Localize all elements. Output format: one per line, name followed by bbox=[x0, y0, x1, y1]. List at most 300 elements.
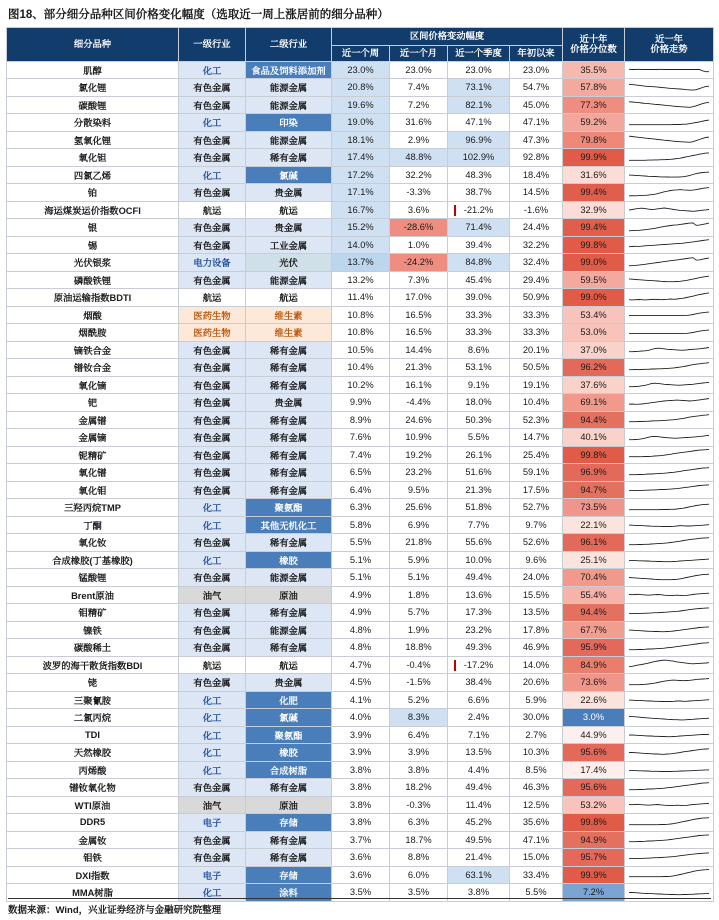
table-row bbox=[7, 726, 714, 744]
row-industry-level1: 有色金属 bbox=[179, 604, 246, 622]
row-industry-level1: 有色金属 bbox=[179, 446, 246, 464]
row-change-ytd: 17.5% bbox=[510, 481, 563, 499]
row-industry-level2: 贵金属 bbox=[246, 394, 332, 412]
row-percentile-10y: 99.9% bbox=[563, 149, 625, 167]
row-price-trend-sparkline bbox=[625, 184, 714, 202]
row-change-month: 17.0% bbox=[390, 289, 448, 307]
row-change-quarter: 49.4% bbox=[448, 779, 510, 797]
row-percentile-10y: 99.8% bbox=[563, 814, 625, 832]
row-variety-name: 氧化镨 bbox=[7, 464, 179, 482]
row-change-week: 3.5% bbox=[332, 884, 390, 902]
row-industry-level1: 化工 bbox=[179, 709, 246, 727]
row-industry-level2: 航运 bbox=[246, 289, 332, 307]
row-change-quarter: 33.3% bbox=[448, 324, 510, 342]
row-change-week: 17.4% bbox=[332, 149, 390, 167]
row-change-ytd: 20.6% bbox=[510, 674, 563, 692]
row-change-ytd: 13.5% bbox=[510, 604, 563, 622]
row-change-quarter: 7.1% bbox=[448, 726, 510, 744]
row-change-quarter: 6.6% bbox=[448, 691, 510, 709]
table-row bbox=[7, 289, 714, 307]
row-variety-name: WTI原油 bbox=[7, 796, 179, 814]
row-industry-level1: 电子 bbox=[179, 866, 246, 884]
row-variety-name: 铑 bbox=[7, 674, 179, 692]
row-change-week: 6.4% bbox=[332, 481, 390, 499]
row-variety-name: 氧化钼 bbox=[7, 481, 179, 499]
row-change-month: 48.8% bbox=[390, 149, 448, 167]
th-industry-2: 二级行业 bbox=[246, 28, 332, 62]
row-variety-name: 天然橡胶 bbox=[7, 744, 179, 762]
row-change-month: 7.3% bbox=[390, 271, 448, 289]
table-row bbox=[7, 236, 714, 254]
row-industry-level2: 稀有金属 bbox=[246, 639, 332, 657]
row-percentile-10y: 77.3% bbox=[563, 96, 625, 114]
row-price-trend-sparkline bbox=[625, 324, 714, 342]
row-change-month: 25.6% bbox=[390, 499, 448, 517]
row-price-trend-sparkline bbox=[625, 639, 714, 657]
row-variety-name: 碳酸稀土 bbox=[7, 639, 179, 657]
row-price-trend-sparkline bbox=[625, 464, 714, 482]
row-variety-name: 钼精矿 bbox=[7, 604, 179, 622]
row-variety-name: 分散染料 bbox=[7, 114, 179, 132]
row-industry-level2: 稀有金属 bbox=[246, 376, 332, 394]
row-change-ytd: 52.6% bbox=[510, 534, 563, 552]
row-price-trend-sparkline bbox=[625, 149, 714, 167]
row-price-trend-sparkline bbox=[625, 551, 714, 569]
row-variety-name: MMA树脂 bbox=[7, 884, 179, 902]
row-variety-name: 氧化钕 bbox=[7, 534, 179, 552]
row-change-ytd: 12.5% bbox=[510, 796, 563, 814]
row-change-ytd: 18.4% bbox=[510, 166, 563, 184]
row-change-quarter: 63.1% bbox=[448, 866, 510, 884]
row-change-week: 18.1% bbox=[332, 131, 390, 149]
row-variety-name: DDR5 bbox=[7, 814, 179, 832]
row-percentile-10y: 37.6% bbox=[563, 376, 625, 394]
row-industry-level1: 化工 bbox=[179, 166, 246, 184]
row-change-quarter: 2.4% bbox=[448, 709, 510, 727]
row-industry-level2: 能源金属 bbox=[246, 79, 332, 97]
row-industry-level2: 稀有金属 bbox=[246, 149, 332, 167]
row-change-month: 5.9% bbox=[390, 551, 448, 569]
row-change-week: 4.5% bbox=[332, 674, 390, 692]
row-variety-name: 三羟丙烷TMP bbox=[7, 499, 179, 517]
row-percentile-10y: 96.2% bbox=[563, 359, 625, 377]
row-change-ytd: 24.0% bbox=[510, 569, 563, 587]
row-variety-name: 镨钕氧化物 bbox=[7, 779, 179, 797]
row-change-week: 7.6% bbox=[332, 429, 390, 447]
row-price-trend-sparkline bbox=[625, 726, 714, 744]
row-change-week: 5.1% bbox=[332, 551, 390, 569]
row-percentile-10y: 96.1% bbox=[563, 534, 625, 552]
row-variety-name: 氢氧化锂 bbox=[7, 131, 179, 149]
row-variety-name: 合成橡胶(丁基橡胶) bbox=[7, 551, 179, 569]
row-variety-name: 烟酰胺 bbox=[7, 324, 179, 342]
row-price-trend-sparkline bbox=[625, 236, 714, 254]
row-change-quarter: 33.3% bbox=[448, 306, 510, 324]
row-change-ytd: 23.0% bbox=[510, 61, 563, 79]
row-price-trend-sparkline bbox=[625, 429, 714, 447]
row-change-quarter: 45.4% bbox=[448, 271, 510, 289]
row-change-quarter: 49.4% bbox=[448, 569, 510, 587]
row-change-ytd: 35.6% bbox=[510, 814, 563, 832]
row-industry-level2: 贵金属 bbox=[246, 219, 332, 237]
row-industry-level1: 有色金属 bbox=[179, 394, 246, 412]
row-change-quarter: 3.8% bbox=[448, 884, 510, 902]
row-change-quarter: 18.0% bbox=[448, 394, 510, 412]
row-industry-level1: 有色金属 bbox=[179, 569, 246, 587]
row-change-week: 5.1% bbox=[332, 569, 390, 587]
row-variety-name: 镍铁 bbox=[7, 621, 179, 639]
row-industry-level2: 合成树脂 bbox=[246, 761, 332, 779]
row-change-ytd: 19.1% bbox=[510, 376, 563, 394]
row-change-ytd: 52.7% bbox=[510, 499, 563, 517]
row-change-quarter: 23.0% bbox=[448, 61, 510, 79]
row-variety-name: 银 bbox=[7, 219, 179, 237]
row-price-trend-sparkline bbox=[625, 814, 714, 832]
row-change-quarter: -21.2% bbox=[448, 201, 510, 219]
row-price-trend-sparkline bbox=[625, 201, 714, 219]
row-change-quarter: 21.4% bbox=[448, 849, 510, 867]
row-industry-level2: 氯碱 bbox=[246, 709, 332, 727]
table-row bbox=[7, 61, 714, 79]
table-row bbox=[7, 254, 714, 272]
row-variety-name: 烟酸 bbox=[7, 306, 179, 324]
row-change-week: 17.1% bbox=[332, 184, 390, 202]
table-row bbox=[7, 411, 714, 429]
row-change-ytd: 32.4% bbox=[510, 254, 563, 272]
row-price-trend-sparkline bbox=[625, 254, 714, 272]
row-change-quarter: 38.4% bbox=[448, 674, 510, 692]
row-industry-level1: 有色金属 bbox=[179, 429, 246, 447]
row-change-ytd: 30.0% bbox=[510, 709, 563, 727]
row-variety-name: 金属镨 bbox=[7, 411, 179, 429]
row-change-month: 31.6% bbox=[390, 114, 448, 132]
row-percentile-10y: 59.5% bbox=[563, 271, 625, 289]
row-change-ytd: 59.1% bbox=[510, 464, 563, 482]
row-industry-level2: 能源金属 bbox=[246, 569, 332, 587]
table-row bbox=[7, 709, 714, 727]
table-row bbox=[7, 691, 714, 709]
table-header bbox=[7, 28, 714, 62]
row-change-ytd: 8.5% bbox=[510, 761, 563, 779]
row-industry-level1: 化工 bbox=[179, 114, 246, 132]
row-percentile-10y: 94.4% bbox=[563, 604, 625, 622]
table-row bbox=[7, 849, 714, 867]
row-change-month: 3.8% bbox=[390, 761, 448, 779]
row-price-trend-sparkline bbox=[625, 289, 714, 307]
row-industry-level2: 存储 bbox=[246, 814, 332, 832]
row-industry-level1: 有色金属 bbox=[179, 481, 246, 499]
row-variety-name: 镨钕合金 bbox=[7, 359, 179, 377]
row-change-quarter: 48.3% bbox=[448, 166, 510, 184]
row-change-quarter: 49.5% bbox=[448, 831, 510, 849]
row-price-trend-sparkline bbox=[625, 306, 714, 324]
row-change-month: 21.3% bbox=[390, 359, 448, 377]
row-change-quarter: 82.1% bbox=[448, 96, 510, 114]
row-change-week: 4.9% bbox=[332, 604, 390, 622]
row-industry-level2: 稀有金属 bbox=[246, 481, 332, 499]
row-change-week: 14.0% bbox=[332, 236, 390, 254]
th-percentile-10y-line2: 价格分位数 bbox=[570, 44, 617, 55]
table-row bbox=[7, 761, 714, 779]
row-variety-name: 丙烯酸 bbox=[7, 761, 179, 779]
row-industry-level1: 电力设备 bbox=[179, 254, 246, 272]
row-percentile-10y: 37.0% bbox=[563, 341, 625, 359]
row-percentile-10y: 53.4% bbox=[563, 306, 625, 324]
row-price-trend-sparkline bbox=[625, 219, 714, 237]
row-price-trend-sparkline bbox=[625, 534, 714, 552]
row-price-trend-sparkline bbox=[625, 569, 714, 587]
row-industry-level1: 有色金属 bbox=[179, 149, 246, 167]
row-industry-level2: 贵金属 bbox=[246, 184, 332, 202]
row-industry-level2: 氯碱 bbox=[246, 166, 332, 184]
row-industry-level2: 光伏 bbox=[246, 254, 332, 272]
row-industry-level1: 航运 bbox=[179, 201, 246, 219]
row-variety-name: 海运煤炭运价指数OCFI bbox=[7, 201, 179, 219]
row-change-quarter: 55.6% bbox=[448, 534, 510, 552]
row-change-ytd: 46.9% bbox=[510, 639, 563, 657]
row-industry-level2: 能源金属 bbox=[246, 271, 332, 289]
row-change-quarter: 96.9% bbox=[448, 131, 510, 149]
row-change-ytd: 92.8% bbox=[510, 149, 563, 167]
row-change-month: 18.7% bbox=[390, 831, 448, 849]
row-industry-level1: 有色金属 bbox=[179, 849, 246, 867]
row-variety-name: 钯 bbox=[7, 394, 179, 412]
row-industry-level2: 稀有金属 bbox=[246, 604, 332, 622]
row-change-month: 5.7% bbox=[390, 604, 448, 622]
row-change-ytd: 47.1% bbox=[510, 831, 563, 849]
row-industry-level2: 稀有金属 bbox=[246, 446, 332, 464]
row-change-month: 16.1% bbox=[390, 376, 448, 394]
row-price-trend-sparkline bbox=[625, 586, 714, 604]
row-change-month: 5.2% bbox=[390, 691, 448, 709]
row-price-trend-sparkline bbox=[625, 411, 714, 429]
row-change-ytd: 17.8% bbox=[510, 621, 563, 639]
row-change-month: 9.5% bbox=[390, 481, 448, 499]
row-price-trend-sparkline bbox=[625, 779, 714, 797]
row-industry-level1: 航运 bbox=[179, 656, 246, 674]
row-change-month: 3.5% bbox=[390, 884, 448, 902]
row-price-trend-sparkline bbox=[625, 709, 714, 727]
table-row bbox=[7, 814, 714, 832]
row-percentile-10y: 22.6% bbox=[563, 691, 625, 709]
row-change-quarter: 11.4% bbox=[448, 796, 510, 814]
row-price-trend-sparkline bbox=[625, 621, 714, 639]
row-industry-level2: 食品及饲料添加剂 bbox=[246, 61, 332, 79]
row-change-week: 16.7% bbox=[332, 201, 390, 219]
table-row bbox=[7, 516, 714, 534]
row-change-week: 9.9% bbox=[332, 394, 390, 412]
row-change-ytd: 5.9% bbox=[510, 691, 563, 709]
row-percentile-10y: 99.0% bbox=[563, 254, 625, 272]
row-industry-level1: 电子 bbox=[179, 814, 246, 832]
row-change-quarter: 49.3% bbox=[448, 639, 510, 657]
figure-title: 图18、部分细分品种区间价格变化幅度（选取近一周上涨居前的细分品种） bbox=[8, 9, 389, 21]
row-change-quarter: 13.5% bbox=[448, 744, 510, 762]
table-row bbox=[7, 166, 714, 184]
row-percentile-10y: 55.4% bbox=[563, 586, 625, 604]
row-change-quarter: 50.3% bbox=[448, 411, 510, 429]
row-industry-level1: 医药生物 bbox=[179, 306, 246, 324]
row-change-ytd: 45.0% bbox=[510, 96, 563, 114]
row-change-week: 10.5% bbox=[332, 341, 390, 359]
row-variety-name: 锡 bbox=[7, 236, 179, 254]
th-name: 细分品种 bbox=[7, 28, 179, 62]
row-change-ytd: 25.4% bbox=[510, 446, 563, 464]
row-industry-level2: 存储 bbox=[246, 866, 332, 884]
row-price-trend-sparkline bbox=[625, 376, 714, 394]
row-change-quarter: 8.6% bbox=[448, 341, 510, 359]
row-industry-level1: 油气 bbox=[179, 796, 246, 814]
row-percentile-10y: 67.7% bbox=[563, 621, 625, 639]
row-percentile-10y: 94.7% bbox=[563, 481, 625, 499]
th-month: 近一个月 bbox=[390, 45, 448, 61]
row-price-trend-sparkline bbox=[625, 831, 714, 849]
row-change-week: 19.0% bbox=[332, 114, 390, 132]
table-row bbox=[7, 796, 714, 814]
row-variety-name: 二氯丙烷 bbox=[7, 709, 179, 727]
row-percentile-10y: 99.4% bbox=[563, 219, 625, 237]
row-industry-level1: 有色金属 bbox=[179, 341, 246, 359]
row-price-trend-sparkline bbox=[625, 131, 714, 149]
table-row bbox=[7, 219, 714, 237]
row-change-month: 16.5% bbox=[390, 306, 448, 324]
row-change-quarter: 39.4% bbox=[448, 236, 510, 254]
row-change-week: 3.8% bbox=[332, 796, 390, 814]
row-variety-name: 锰酸锂 bbox=[7, 569, 179, 587]
row-change-month: -0.4% bbox=[390, 656, 448, 674]
row-change-ytd: 33.3% bbox=[510, 306, 563, 324]
row-change-ytd: 32.2% bbox=[510, 236, 563, 254]
row-change-ytd: 29.4% bbox=[510, 271, 563, 289]
row-percentile-10y: 73.5% bbox=[563, 499, 625, 517]
row-change-month: 8.8% bbox=[390, 849, 448, 867]
row-industry-level2: 其他无机化工 bbox=[246, 516, 332, 534]
row-change-week: 4.8% bbox=[332, 621, 390, 639]
row-change-month: 14.4% bbox=[390, 341, 448, 359]
row-change-ytd: 15.5% bbox=[510, 586, 563, 604]
row-change-week: 4.0% bbox=[332, 709, 390, 727]
row-change-month: 16.5% bbox=[390, 324, 448, 342]
row-change-month: 18.2% bbox=[390, 779, 448, 797]
row-variety-name: 氧化钽 bbox=[7, 149, 179, 167]
row-change-week: 13.2% bbox=[332, 271, 390, 289]
row-change-ytd: 15.0% bbox=[510, 849, 563, 867]
table-row bbox=[7, 831, 714, 849]
row-change-quarter: 71.4% bbox=[448, 219, 510, 237]
table-row bbox=[7, 306, 714, 324]
row-change-quarter: -17.2% bbox=[448, 656, 510, 674]
row-change-month: 1.0% bbox=[390, 236, 448, 254]
table-row bbox=[7, 621, 714, 639]
table-row bbox=[7, 271, 714, 289]
row-change-week: 11.4% bbox=[332, 289, 390, 307]
row-change-month: 5.1% bbox=[390, 569, 448, 587]
table-row bbox=[7, 79, 714, 97]
row-industry-level2: 原油 bbox=[246, 586, 332, 604]
row-percentile-10y: 69.1% bbox=[563, 394, 625, 412]
row-price-trend-sparkline bbox=[625, 61, 714, 79]
row-change-month: 8.3% bbox=[390, 709, 448, 727]
row-change-month: -24.2% bbox=[390, 254, 448, 272]
table-row bbox=[7, 866, 714, 884]
row-change-month: 32.2% bbox=[390, 166, 448, 184]
row-change-quarter: 4.4% bbox=[448, 761, 510, 779]
row-change-quarter: 102.9% bbox=[448, 149, 510, 167]
row-price-trend-sparkline bbox=[625, 114, 714, 132]
row-change-week: 15.2% bbox=[332, 219, 390, 237]
table-body bbox=[7, 61, 714, 901]
table-row bbox=[7, 481, 714, 499]
row-change-month: 21.8% bbox=[390, 534, 448, 552]
table-row bbox=[7, 96, 714, 114]
row-industry-level1: 化工 bbox=[179, 61, 246, 79]
row-change-ytd: 9.7% bbox=[510, 516, 563, 534]
row-industry-level1: 有色金属 bbox=[179, 411, 246, 429]
row-percentile-10y: 44.9% bbox=[563, 726, 625, 744]
row-change-quarter: 38.7% bbox=[448, 184, 510, 202]
row-percentile-10y: 53.0% bbox=[563, 324, 625, 342]
row-price-trend-sparkline bbox=[625, 446, 714, 464]
row-change-week: 10.8% bbox=[332, 324, 390, 342]
row-change-month: 7.4% bbox=[390, 79, 448, 97]
table-row bbox=[7, 499, 714, 517]
row-change-week: 3.9% bbox=[332, 726, 390, 744]
row-variety-name: 铌精矿 bbox=[7, 446, 179, 464]
row-change-quarter: 7.7% bbox=[448, 516, 510, 534]
th-quarter: 近一个季度 bbox=[448, 45, 510, 61]
table-row bbox=[7, 131, 714, 149]
row-change-ytd: 14.5% bbox=[510, 184, 563, 202]
row-change-week: 3.8% bbox=[332, 814, 390, 832]
row-change-ytd: 33.3% bbox=[510, 324, 563, 342]
table-row bbox=[7, 586, 714, 604]
row-industry-level1: 化工 bbox=[179, 761, 246, 779]
row-change-quarter: 21.3% bbox=[448, 481, 510, 499]
row-industry-level2: 能源金属 bbox=[246, 96, 332, 114]
row-price-trend-sparkline bbox=[625, 499, 714, 517]
row-change-quarter: 84.8% bbox=[448, 254, 510, 272]
row-change-ytd: 50.5% bbox=[510, 359, 563, 377]
row-variety-name: 肌醇 bbox=[7, 61, 179, 79]
row-industry-level1: 有色金属 bbox=[179, 96, 246, 114]
row-industry-level1: 有色金属 bbox=[179, 639, 246, 657]
row-industry-level2: 聚氨酯 bbox=[246, 499, 332, 517]
row-change-week: 17.2% bbox=[332, 166, 390, 184]
row-change-week: 4.9% bbox=[332, 586, 390, 604]
table-row bbox=[7, 674, 714, 692]
row-industry-level1: 有色金属 bbox=[179, 534, 246, 552]
row-industry-level1: 有色金属 bbox=[179, 131, 246, 149]
row-industry-level1: 医药生物 bbox=[179, 324, 246, 342]
row-variety-name: 原油运输指数BDTI bbox=[7, 289, 179, 307]
row-change-week: 13.7% bbox=[332, 254, 390, 272]
row-industry-level2: 橡胶 bbox=[246, 744, 332, 762]
table-row bbox=[7, 604, 714, 622]
row-percentile-10y: 7.2% bbox=[563, 884, 625, 902]
row-change-month: -3.3% bbox=[390, 184, 448, 202]
th-percentile-10y bbox=[563, 28, 625, 62]
row-price-trend-sparkline bbox=[625, 516, 714, 534]
row-industry-level1: 航运 bbox=[179, 289, 246, 307]
row-percentile-10y: 96.9% bbox=[563, 464, 625, 482]
row-change-week: 7.4% bbox=[332, 446, 390, 464]
row-industry-level2: 贵金属 bbox=[246, 674, 332, 692]
row-price-trend-sparkline bbox=[625, 656, 714, 674]
table-row bbox=[7, 359, 714, 377]
row-change-ytd: -1.6% bbox=[510, 201, 563, 219]
row-change-quarter: 47.1% bbox=[448, 114, 510, 132]
row-variety-name: 铂 bbox=[7, 184, 179, 202]
